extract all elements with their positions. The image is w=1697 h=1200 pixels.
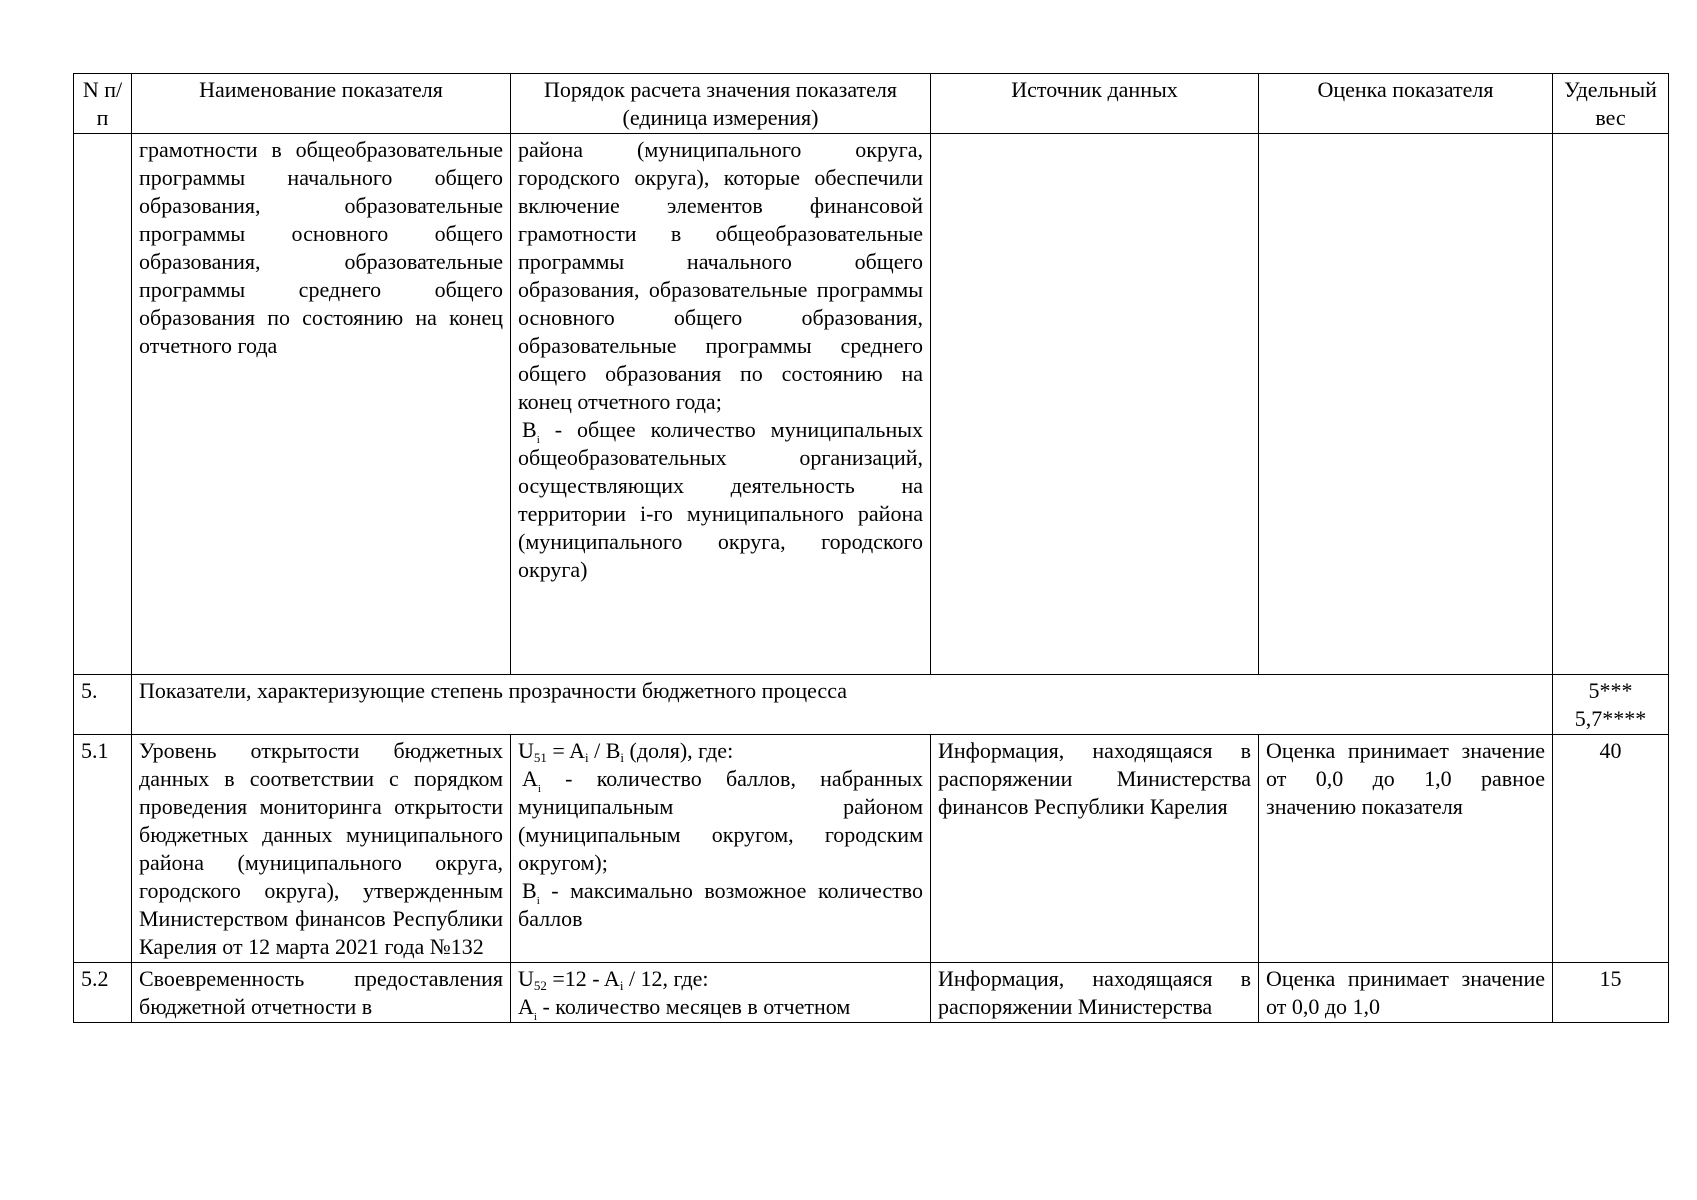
calc-variable-definition (518, 765, 923, 877)
section-weight-1: 5*** (1588, 678, 1633, 703)
table-row (74, 735, 1669, 963)
var-a: A (518, 994, 534, 1019)
cell-calc (511, 134, 931, 675)
header-assessment: Оценка показателя (1259, 74, 1553, 134)
var-a-sub: i (537, 783, 541, 795)
table-header-row (74, 74, 1669, 134)
cell-num (74, 134, 132, 675)
var-b-text: - максимально возможное количество баллов (518, 878, 923, 931)
cell-calc (511, 735, 931, 963)
cell-weight (1553, 134, 1669, 675)
formula-lhs: U (518, 966, 534, 991)
cell-name: Уровень открытости бюджетных данных в соответствии с порядком проведения мониторинга открытости бюджетных данных муниципального района (муниципального округа, городского округа), утвержденным Министерством финансов Республики Карелия от 12 марта 2021 года №132 (132, 735, 511, 963)
section-weight (1553, 675, 1669, 735)
var-a-text: - количество баллов, набранных муниципальным районом (муниципальным округом, городским округом); (518, 766, 923, 875)
cell-source: Информация, находящаяся в распоряжении Министерства (931, 963, 1259, 1023)
formula-part: (доля), где: (624, 738, 734, 763)
formula (518, 965, 923, 993)
cell-assessment (1259, 134, 1553, 675)
calc-paragraph: района (муниципального округа, городского округа), которые обеспечили включение элементов финансовой грамотности в общеобразовательные программы начального общего образования, образовательные программы основного общего образования, образовательные программы среднего общего образования по состоянию на конец отчетного года; (518, 137, 923, 414)
section-row (74, 675, 1669, 735)
cell-num: 5.1 (74, 735, 132, 963)
formula-part: =12 - A (546, 966, 620, 991)
section-title: Показатели, характеризующие степень прозрачности бюджетного процесса (132, 675, 1553, 735)
header-weight: Удельный вес (1553, 74, 1669, 134)
formula-sub: i (584, 750, 589, 765)
formula-sub: i (620, 750, 625, 765)
var-b: B (522, 417, 537, 442)
section-weight-2: 5,7**** (1574, 706, 1647, 731)
formula-part: / B (588, 738, 621, 763)
header-name: Наименование показателя (132, 74, 511, 134)
formula-lhs-sub: 52 (533, 978, 547, 993)
calc-variable-definition (518, 416, 923, 584)
table-row-continued (74, 134, 1669, 675)
calc-variable-definition (518, 993, 923, 1021)
var-b: B (522, 878, 537, 903)
table-row (74, 963, 1669, 1023)
cell-assessment: Оценка принимает значение от 0,0 до 1,0 равное значению показателя (1259, 735, 1553, 963)
header-calc: Порядок расчета значения показателя (единица измерения) (511, 74, 931, 134)
cell-weight: 15 (1553, 963, 1669, 1023)
indicator-table (73, 73, 1669, 1023)
formula-lhs-sub: 51 (533, 750, 547, 765)
formula-part: / 12, где: (623, 966, 709, 991)
cell-num: 5.2 (74, 963, 132, 1023)
formula-lhs: U (518, 738, 534, 763)
var-a-text: - количество месяцев в отчетном (536, 994, 851, 1019)
cell-source (931, 134, 1259, 675)
var-b-sub: i (536, 895, 540, 907)
var-a-sub: i (533, 1011, 537, 1023)
cell-name: грамотности в общеобразовательные программы начального общего образования, образовательные программы основного общего образования, образовательные программы среднего общего образования по состоянию на конец отчетного года (132, 134, 511, 675)
formula (518, 737, 923, 765)
formula-sub: i (619, 978, 624, 993)
header-num: N п/п (74, 74, 132, 134)
section-num: 5. (74, 675, 132, 735)
cell-weight: 40 (1553, 735, 1669, 963)
var-b-sub: i (536, 434, 540, 446)
calc-variable-definition (518, 877, 923, 933)
cell-calc (511, 963, 931, 1023)
formula-part: = A (546, 738, 585, 763)
var-a: A (522, 766, 538, 791)
var-b-text: - общее количество муниципальных общеобразовательных организаций, осуществляющих деятельность на территории i-го муниципального района (муниципального округа, городского округа) (518, 417, 923, 582)
cell-name: Своевременность предоставления бюджетной отчетности в (132, 963, 511, 1023)
cell-assessment: Оценка принимает значение от 0,0 до 1,0 (1259, 963, 1553, 1023)
header-source: Источник данных (931, 74, 1259, 134)
cell-source: Информация, находящаяся в распоряжении Министерства финансов Республики Карелия (931, 735, 1259, 963)
